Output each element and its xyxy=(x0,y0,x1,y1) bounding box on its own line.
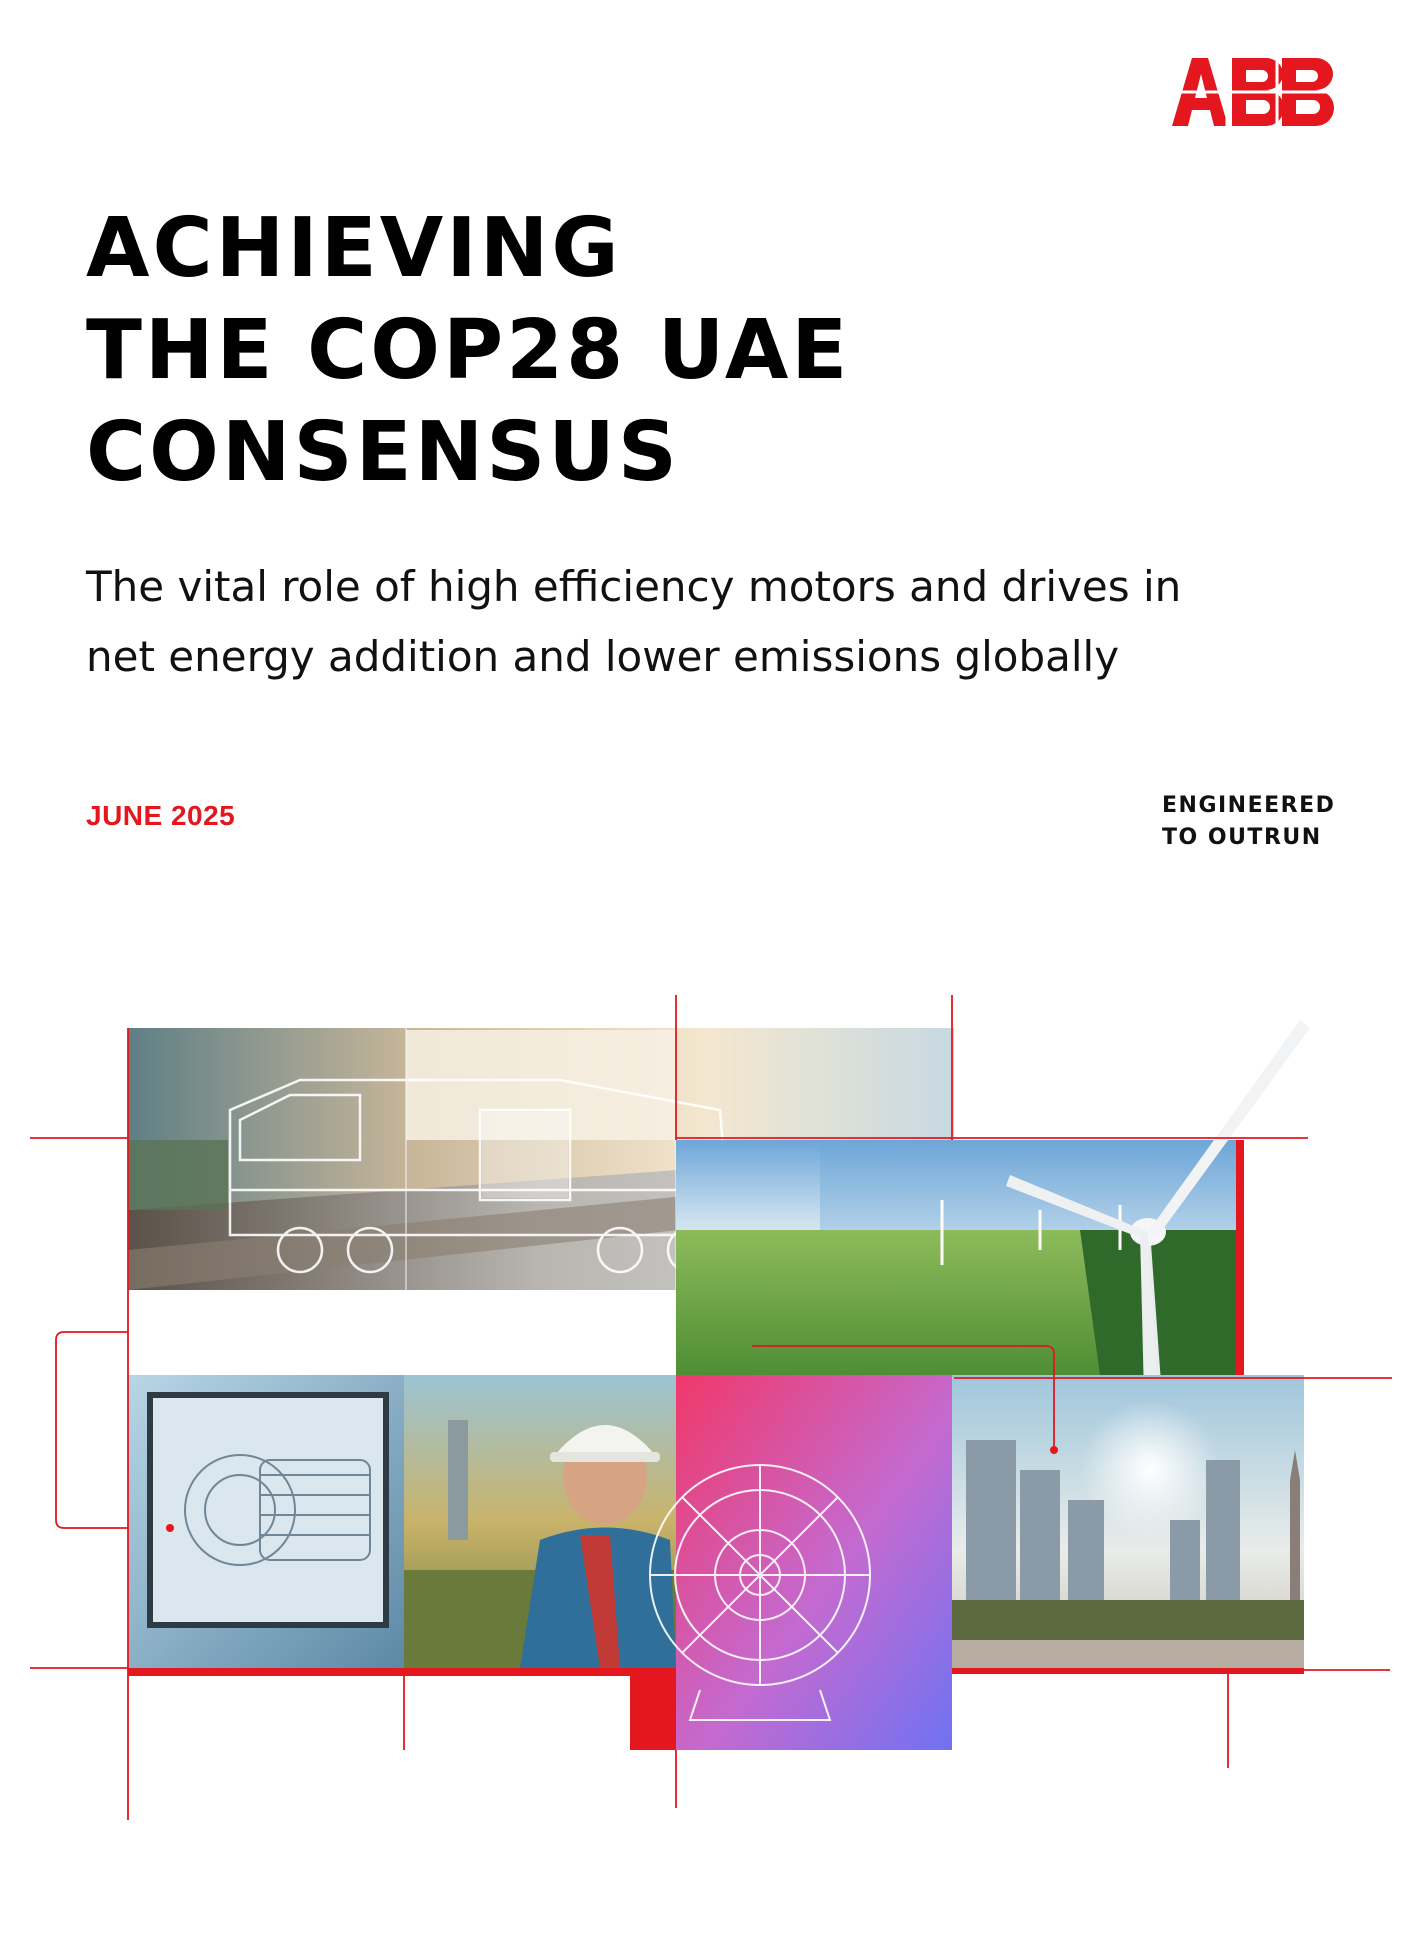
tagline-line: TO OUTRUN xyxy=(1162,825,1322,850)
publication-date: JUNE 2025 xyxy=(86,800,236,831)
subtitle-line: net energy addition and lower emissions globally xyxy=(86,632,1120,681)
motor-wireframe-gradient-panel xyxy=(630,1375,952,1750)
title-line: CONSENSUS xyxy=(86,405,680,500)
engineer-hardhat-panel xyxy=(404,1375,676,1668)
motor-cad-monitor-panel xyxy=(128,1375,404,1668)
subtitle-line: The vital role of high efficiency motors and drives in xyxy=(86,562,1182,611)
title-line: THE COP28 UAE xyxy=(86,303,851,398)
title-line: ACHIEVING xyxy=(86,201,622,296)
city-skyline-panel xyxy=(952,1375,1304,1668)
tagline-line: ENGINEERED xyxy=(1162,793,1336,818)
